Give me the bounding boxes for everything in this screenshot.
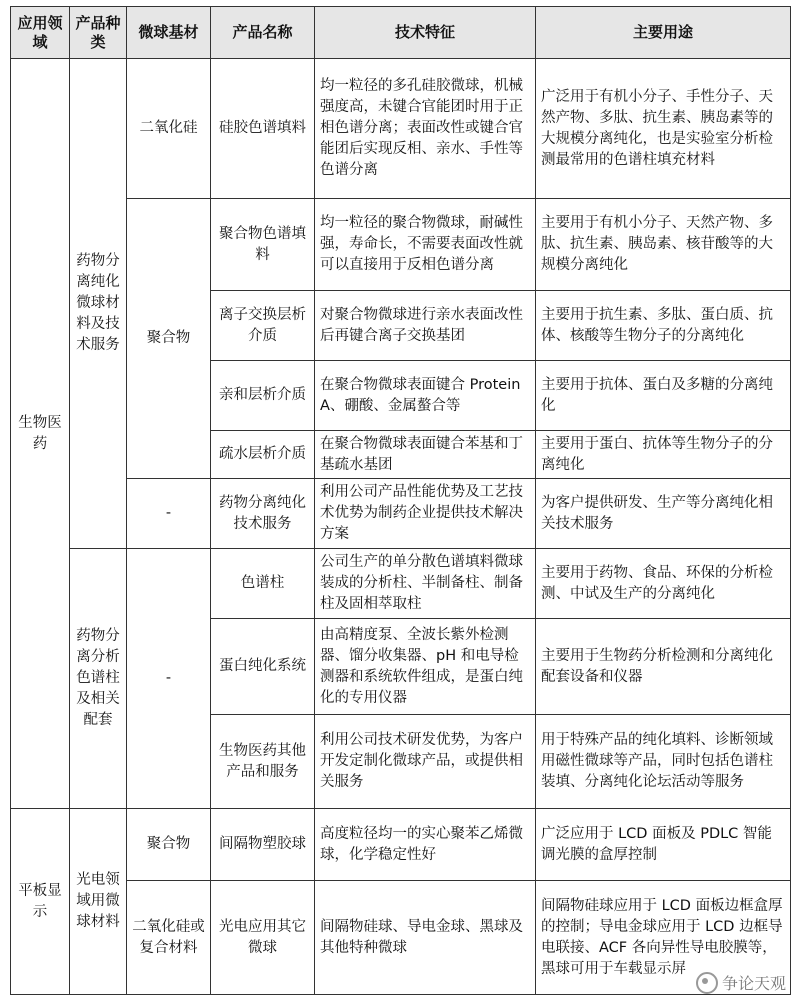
tech-feature: 均一粒径的多孔硅胶微球，机械强度高，未键合官能团时用于正相色谱分离；表面改性或键合官能团后实现反相、亲水、手性等色谱分离 — [315, 59, 536, 199]
substrate-cell: 聚合物 — [127, 199, 211, 479]
tech-feature: 利用公司技术研发优势，为客户开发定制化微球产品，或提供相关服务 — [315, 715, 536, 809]
substrate-cell: 二氧化硅或复合材料 — [127, 881, 211, 995]
product-name: 光电应用其它微球 — [211, 881, 315, 995]
main-use: 主要用于抗生素、多肽、蛋白质、抗体、核酸等生物分子的分离纯化 — [536, 291, 791, 361]
watermark-text: 争论天观 — [721, 974, 786, 993]
table-row — [11, 59, 791, 199]
product-table — [10, 6, 791, 995]
substrate-cell: - — [127, 549, 211, 809]
main-use: 主要用于抗体、蛋白及多糖的分离纯化 — [536, 361, 791, 431]
substrate-cell: - — [127, 479, 211, 549]
substrate-cell: 二氧化硅 — [127, 59, 211, 199]
product-name: 硅胶色谱填料 — [211, 59, 315, 199]
header-product-name: 产品名称 — [211, 7, 315, 59]
table-row — [11, 881, 791, 995]
product-name: 蛋白纯化系统 — [211, 619, 315, 715]
tech-feature: 对聚合物微球进行亲水表面改性后再键合离子交换基团 — [315, 291, 536, 361]
tech-feature: 间隔物硅球、导电金球、黑球及其他特种微球 — [315, 881, 536, 995]
product-name: 药物分离纯化技术服务 — [211, 479, 315, 549]
header-field: 应用领域 — [11, 7, 70, 59]
main-use: 用于特殊产品的纯化填料、诊断领域用磁性微球等产品，同时包括色谱柱装填、分离纯化论坛活动等服务 — [536, 715, 791, 809]
product-name: 亲和层析介质 — [211, 361, 315, 431]
product-name: 色谱柱 — [211, 549, 315, 619]
product-name: 间隔物塑胶球 — [211, 809, 315, 881]
tech-feature: 由高精度泵、全波长紫外检测器、馏分收集器、pH 和电导检测器和系统软件组成，是蛋白纯化的专用仪器 — [315, 619, 536, 715]
header-tech-features: 技术特征 — [315, 7, 536, 59]
table-row — [11, 199, 791, 291]
main-use: 为客户提供研发、生产等分离纯化相关技术服务 — [536, 479, 791, 549]
category-cell-analysis: 药物分离分析色谱柱及相关配套 — [70, 549, 127, 809]
field-cell-bio: 生物医药 — [11, 59, 70, 809]
main-use: 广泛用于有机小分子、手性分子、天然产物、多肽、抗生素、胰岛素等的大规模分离纯化，也是实验室分析检测最常用的色谱柱填充材料 — [536, 59, 791, 199]
substrate-cell: 聚合物 — [127, 809, 211, 881]
product-name: 聚合物色谱填料 — [211, 199, 315, 291]
table-row — [11, 549, 791, 619]
table-row — [11, 809, 791, 881]
watermark — [696, 971, 786, 994]
header-substrate: 微球基材 — [127, 7, 211, 59]
category-cell-opto: 光电领域用微球材料 — [70, 809, 127, 995]
tech-feature: 在聚合物微球表面键合苯基和丁基疏水基团 — [315, 431, 536, 479]
product-name: 生物医药其他产品和服务 — [211, 715, 315, 809]
tech-feature: 高度粒径均一的实心聚苯乙烯微球，化学稳定性好 — [315, 809, 536, 881]
main-use: 广泛应用于 LCD 面板及 PDLC 智能调光膜的盒厚控制 — [536, 809, 791, 881]
header-category: 产品种类 — [70, 7, 127, 59]
table-row — [11, 479, 791, 549]
tech-feature: 均一粒径的聚合物微球，耐碱性强，寿命长，不需要表面改性就可以直接用于反相色谱分离 — [315, 199, 536, 291]
category-cell-purification: 药物分离纯化微球材料及技术服务 — [70, 59, 127, 549]
product-name: 离子交换层析介质 — [211, 291, 315, 361]
main-use: 主要用于蛋白、抗体等生物分子的分离纯化 — [536, 431, 791, 479]
header-main-use: 主要用途 — [536, 7, 791, 59]
product-name: 疏水层析介质 — [211, 431, 315, 479]
main-use: 间隔物硅球应用于 LCD 面板边框盒厚的控制；导电金球应用于 LCD 边框导电联接、ACF 各向异性导电胶膜等，黑球可用于车载显示屏 — [536, 881, 791, 995]
tech-feature: 在聚合物微球表面键合 Protein A、硼酸、金属螯合等 — [315, 361, 536, 431]
tech-feature: 公司生产的单分散色谱填料微球装成的分析柱、半制备柱、制备柱及固相萃取柱 — [315, 549, 536, 619]
watermark-logo-icon — [696, 972, 718, 994]
main-use: 主要用于有机小分子、天然产物、多肽、抗生素、胰岛素、核苷酸等的大规模分离纯化 — [536, 199, 791, 291]
header-row — [11, 7, 791, 59]
main-use: 主要用于药物、食品、环保的分析检测、中试及生产的分离纯化 — [536, 549, 791, 619]
field-cell-panel: 平板显示 — [11, 809, 70, 995]
tech-feature: 利用公司产品性能优势及工艺技术优势为制药企业提供技术解决方案 — [315, 479, 536, 549]
main-use: 主要用于生物药分析检测和分离纯化配套设备和仪器 — [536, 619, 791, 715]
